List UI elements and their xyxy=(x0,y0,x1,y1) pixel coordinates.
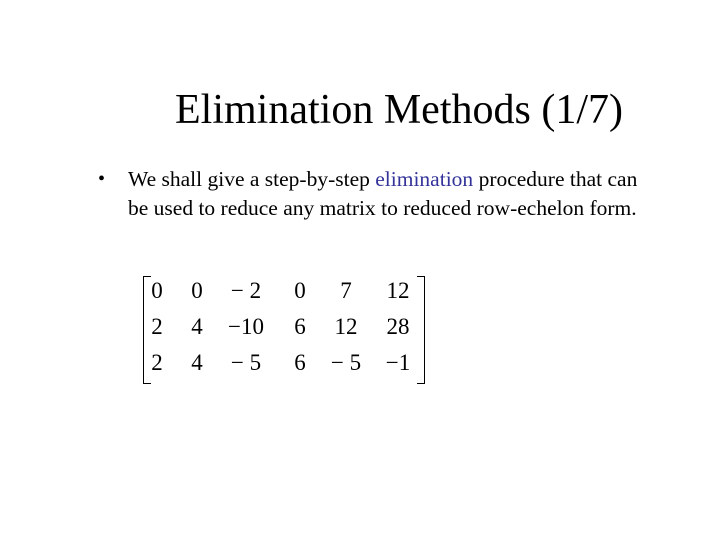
matrix-cell: −10 xyxy=(228,314,264,339)
matrix-cell: 6 xyxy=(294,314,306,339)
matrix-cell: 12 xyxy=(334,314,358,339)
slide-title: Elimination Methods (1/7) xyxy=(175,87,623,133)
matrix-cell: 4 xyxy=(191,314,203,339)
matrix-cell: − 5 xyxy=(330,350,362,375)
bullet-highlight-word: elimination xyxy=(375,167,474,191)
matrix-cell: 2 xyxy=(151,350,163,375)
matrix-cell: − 5 xyxy=(230,350,262,375)
matrix-cell: −1 xyxy=(385,350,411,375)
matrix-cell: 2 xyxy=(151,314,163,339)
matrix-cell: 0 xyxy=(294,278,306,303)
bullet-marker: • xyxy=(98,168,106,190)
matrix-cell: − 2 xyxy=(230,278,262,303)
bullet-item xyxy=(98,165,658,223)
matrix-cell: 12 xyxy=(386,278,410,303)
matrix-cell: 6 xyxy=(294,350,306,375)
matrix-cell: 28 xyxy=(386,314,410,339)
matrix-cell: 4 xyxy=(191,350,203,375)
bullet-text xyxy=(128,165,658,223)
bullet-text-before: We shall give a step-by-step xyxy=(128,167,376,191)
matrix-cell: 7 xyxy=(340,278,352,303)
matrix-cell: 0 xyxy=(191,278,203,303)
matrix-cell: 0 xyxy=(151,278,163,303)
bullet-text-after: procedure that can be used to reduce any matrix to reduced row-echelon form. xyxy=(128,167,638,220)
matrix xyxy=(143,276,425,386)
